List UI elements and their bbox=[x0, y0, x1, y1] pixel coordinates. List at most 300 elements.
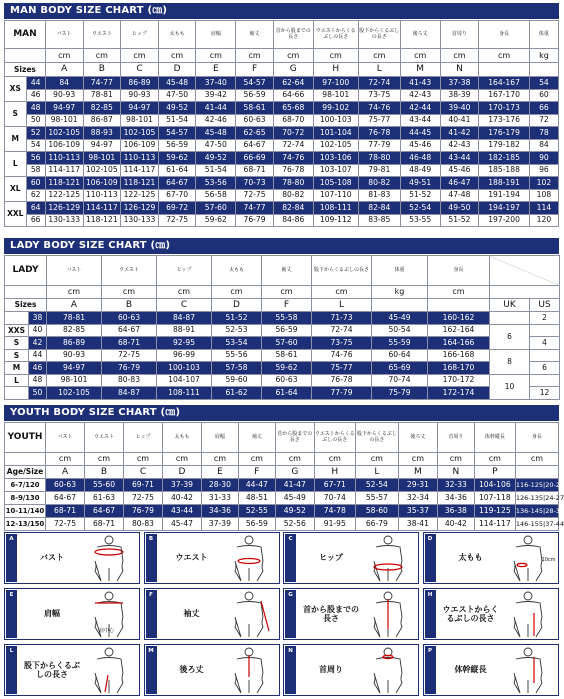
value-cell: 51-52 bbox=[400, 189, 440, 202]
table-row bbox=[5, 164, 559, 177]
table-row bbox=[5, 423, 559, 453]
value-cell: 118-121 bbox=[121, 177, 159, 190]
letter-cell: H bbox=[313, 63, 358, 77]
table-row bbox=[5, 505, 559, 518]
letter-cell: L bbox=[358, 63, 400, 77]
thigh-figure-icon bbox=[500, 535, 556, 581]
value-cell: 34-36 bbox=[201, 505, 238, 518]
value-cell: 82-84 bbox=[358, 202, 400, 215]
value-cell: 94-97 bbox=[45, 102, 83, 115]
letter-cell: G bbox=[273, 63, 313, 77]
us-cell: 2 bbox=[530, 312, 560, 325]
value-cell: 74-76 bbox=[312, 349, 372, 362]
value-cell: 96 bbox=[529, 164, 558, 177]
value-cell: 74-76 bbox=[358, 102, 400, 115]
value-cell: 41-47 bbox=[275, 479, 314, 492]
value-cell: 179-182 bbox=[479, 139, 530, 152]
uk-header: UK bbox=[490, 299, 530, 312]
guide-tag: H bbox=[425, 590, 436, 638]
value-cell: 41-44 bbox=[196, 102, 236, 115]
letter-cell: L bbox=[312, 299, 372, 312]
eu-size: 60 bbox=[26, 177, 45, 190]
value-cell: 73-75 bbox=[358, 89, 400, 102]
size-label: XXL bbox=[5, 202, 27, 227]
value-cell: 86-87 bbox=[83, 114, 121, 127]
value-cell: 60-64 bbox=[372, 349, 428, 362]
unit-cell: cm bbox=[262, 286, 312, 299]
value-cell: 98-101 bbox=[83, 152, 121, 165]
guide-label: 首から股までの長さ bbox=[303, 604, 359, 623]
value-cell: 65-68 bbox=[273, 102, 313, 115]
value-cell: 61-64 bbox=[262, 387, 312, 400]
guide-label: 肩幅 bbox=[44, 609, 60, 619]
size-label: 6-7/120 bbox=[5, 479, 46, 492]
value-cell: 66-69 bbox=[236, 152, 274, 165]
value-cell: 78-80 bbox=[358, 152, 400, 165]
unit-cell: cm bbox=[85, 453, 124, 466]
value-cell: 53-54 bbox=[212, 337, 262, 350]
value-cell: 60-63 bbox=[46, 479, 85, 492]
value-cell: 56-59 bbox=[262, 324, 312, 337]
youth-header: 後ろ丈 bbox=[398, 423, 437, 453]
value-cell: 42-43 bbox=[400, 89, 440, 102]
value-cell: 80-82 bbox=[358, 177, 400, 190]
value-cell: 79-81 bbox=[358, 164, 400, 177]
guide-panel bbox=[283, 644, 419, 696]
value-cell: 114-117 bbox=[83, 202, 121, 215]
unit-cell: cm bbox=[162, 453, 201, 466]
value-cell: 72-75 bbox=[158, 214, 196, 227]
value-cell: 72-74 bbox=[312, 324, 372, 337]
letter-cell: F bbox=[238, 466, 275, 479]
value-cell: 72-75 bbox=[236, 189, 274, 202]
value-cell: 40-42 bbox=[437, 518, 474, 531]
value-cell: 118-121 bbox=[45, 177, 83, 190]
bust-figure-icon bbox=[81, 535, 137, 581]
value-cell: 116-125|20-23 bbox=[515, 479, 558, 492]
youth-header: 首周り bbox=[437, 423, 474, 453]
letter-cell: F bbox=[262, 299, 312, 312]
letter-cell: M bbox=[400, 63, 440, 77]
eu-size: 50 bbox=[26, 114, 45, 127]
unit-cell: cm bbox=[273, 49, 313, 63]
size-label: S bbox=[5, 102, 27, 127]
value-cell: 126-129 bbox=[121, 202, 159, 215]
value-cell: 162-164 bbox=[428, 324, 490, 337]
value-cell: 164-166 bbox=[428, 337, 490, 350]
value-cell: 45-49 bbox=[275, 492, 314, 505]
table-row bbox=[5, 152, 559, 165]
value-cell: 58-60 bbox=[355, 505, 398, 518]
value-cell: 59-62 bbox=[196, 214, 236, 227]
value-cell: 107-110 bbox=[313, 189, 358, 202]
value-cell: 122-125 bbox=[121, 189, 159, 202]
lady-header: バスト bbox=[47, 256, 102, 286]
size-label: 12-13/150 bbox=[5, 518, 46, 531]
unit-cell: cm bbox=[515, 453, 558, 466]
eu-size: 40 bbox=[29, 324, 47, 337]
letter-cell: M bbox=[398, 466, 437, 479]
size-label: L bbox=[5, 374, 29, 387]
value-cell: 66 bbox=[529, 102, 558, 115]
value-cell: 51-54 bbox=[196, 164, 236, 177]
man-header: 首周り bbox=[440, 21, 479, 49]
value-cell: 191-194 bbox=[479, 189, 530, 202]
size-label: L bbox=[5, 152, 27, 177]
table-row bbox=[5, 362, 560, 375]
lady-header: 股下からくるぶしの長さ bbox=[312, 256, 372, 286]
value-cell: 57-60 bbox=[196, 202, 236, 215]
value-cell: 78-80 bbox=[273, 177, 313, 190]
value-cell: 102-105 bbox=[121, 127, 159, 140]
value-cell: 68-71 bbox=[236, 164, 274, 177]
letter-cell: P bbox=[474, 466, 515, 479]
value-cell: 29-31 bbox=[398, 479, 437, 492]
value-cell: 68-71 bbox=[46, 505, 85, 518]
youth-header: ヒップ bbox=[124, 423, 163, 453]
value-cell: 37-39 bbox=[201, 518, 238, 531]
value-cell: 102-105 bbox=[313, 139, 358, 152]
value-cell: 68-70 bbox=[273, 114, 313, 127]
guide-panel bbox=[4, 644, 140, 696]
value-cell: 47-50 bbox=[158, 89, 196, 102]
youth-header: 身長 bbox=[515, 423, 558, 453]
uk-cell: 12 bbox=[530, 387, 560, 400]
value-cell: 45-48 bbox=[158, 77, 196, 90]
letter-cell: C bbox=[157, 299, 212, 312]
waist-figure-icon bbox=[221, 535, 277, 581]
value-cell: 100-103 bbox=[157, 362, 212, 375]
unit-cell: cm bbox=[314, 453, 355, 466]
value-cell: 41-43 bbox=[400, 77, 440, 90]
value-cell: 51-52 bbox=[212, 312, 262, 325]
value-cell: 36-38 bbox=[437, 505, 474, 518]
value-cell: 74-76 bbox=[273, 152, 313, 165]
youth-header: 肩幅 bbox=[201, 423, 238, 453]
unit-cell: cm bbox=[428, 286, 490, 299]
youth-table bbox=[4, 422, 564, 531]
value-cell: 114-117 bbox=[45, 164, 83, 177]
value-cell: 99-102 bbox=[313, 102, 358, 115]
youth-header: 首から股までの長さ bbox=[275, 423, 314, 453]
value-cell: 60 bbox=[529, 89, 558, 102]
value-cell: 34-36 bbox=[437, 492, 474, 505]
man-header: 肩幅 bbox=[196, 21, 236, 49]
youth-header: 体幹縦長 bbox=[474, 423, 515, 453]
guide-tag: E bbox=[6, 590, 17, 638]
value-cell: 52-53 bbox=[212, 324, 262, 337]
value-cell: 69-72 bbox=[158, 202, 196, 215]
us-cell: 4 bbox=[530, 337, 560, 350]
sleeve-figure-icon bbox=[221, 591, 277, 637]
letter-cell: D bbox=[162, 466, 201, 479]
value-cell: 64-67 bbox=[46, 492, 85, 505]
value-cell: 78-81 bbox=[83, 89, 121, 102]
lady-table bbox=[4, 255, 560, 400]
value-cell: 48-49 bbox=[400, 164, 440, 177]
eu-size: 48 bbox=[26, 102, 45, 115]
value-cell: 57-58 bbox=[212, 362, 262, 375]
value-cell: 90-93 bbox=[47, 349, 102, 362]
value-cell: 74-77 bbox=[83, 77, 121, 90]
value-cell: 64-67 bbox=[85, 505, 124, 518]
value-cell: 170-173 bbox=[479, 102, 530, 115]
value-cell: 28-30 bbox=[201, 479, 238, 492]
man-header: バスト bbox=[45, 21, 83, 49]
guide-panel bbox=[283, 532, 419, 584]
letter-cell bbox=[515, 466, 558, 479]
table-row bbox=[5, 63, 559, 77]
value-cell: 64-67 bbox=[102, 324, 157, 337]
value-cell: 52-54 bbox=[355, 479, 398, 492]
value-cell: 136-145|28-30 bbox=[515, 505, 558, 518]
value-cell: 70-74 bbox=[372, 374, 428, 387]
table-row bbox=[5, 127, 559, 140]
value-cell: 94-97 bbox=[83, 139, 121, 152]
guide-tag: P bbox=[425, 646, 436, 694]
guide-label: 袖丈 bbox=[183, 609, 200, 619]
letter-cell: L bbox=[355, 466, 398, 479]
value-cell: 60-63 bbox=[262, 374, 312, 387]
letter-cell: B bbox=[102, 299, 157, 312]
value-cell: 83-85 bbox=[358, 214, 400, 227]
value-cell: 146-155|37-44 bbox=[515, 518, 558, 531]
guide-label: 後ろ丈 bbox=[179, 665, 204, 675]
value-cell: 102 bbox=[529, 177, 558, 190]
uk-cell: 10 bbox=[490, 374, 530, 399]
value-cell: 39-40 bbox=[440, 102, 479, 115]
letter-cell: G bbox=[275, 466, 314, 479]
table-row bbox=[5, 177, 559, 190]
letter-cell: H bbox=[314, 466, 355, 479]
value-cell: 62-65 bbox=[236, 127, 274, 140]
value-cell: 44-45 bbox=[400, 127, 440, 140]
value-cell: 49-52 bbox=[275, 505, 314, 518]
value-cell: 197-200 bbox=[479, 214, 530, 227]
table-row bbox=[5, 49, 559, 63]
guide-tag: A bbox=[6, 534, 17, 582]
value-cell: 57-60 bbox=[262, 337, 312, 350]
guide-label: ウエスト bbox=[175, 553, 208, 563]
value-cell: 108 bbox=[529, 189, 558, 202]
value-cell: 56-59 bbox=[238, 518, 275, 531]
letter-cell bbox=[479, 63, 530, 77]
value-cell: 40-41 bbox=[440, 114, 479, 127]
table-row bbox=[5, 492, 559, 505]
man-header: 体重 bbox=[529, 21, 558, 49]
value-cell: 67-71 bbox=[314, 479, 355, 492]
value-cell: 49-52 bbox=[196, 152, 236, 165]
size-label: 10-11/140 bbox=[5, 505, 46, 518]
eu-size: 38 bbox=[29, 312, 47, 325]
value-cell: 73-75 bbox=[312, 337, 372, 350]
value-cell: 46-47 bbox=[440, 177, 479, 190]
size-label bbox=[5, 387, 29, 400]
eu-size: 44 bbox=[29, 349, 47, 362]
eu-size: 44 bbox=[26, 77, 45, 90]
value-cell: 45-49 bbox=[372, 312, 428, 325]
value-cell: 32-34 bbox=[398, 492, 437, 505]
youth-header: ウエスト bbox=[85, 423, 124, 453]
table-row bbox=[5, 324, 560, 337]
value-cell: 104-107 bbox=[157, 374, 212, 387]
value-cell: 55-60 bbox=[85, 479, 124, 492]
value-cell: 72-74 bbox=[273, 139, 313, 152]
letter-cell: A bbox=[45, 63, 83, 77]
eu-size: 46 bbox=[26, 89, 45, 102]
value-cell: 58-61 bbox=[236, 102, 274, 115]
value-cell: 119-125 bbox=[474, 505, 515, 518]
value-cell: 94-97 bbox=[47, 362, 102, 375]
letter-cell: B bbox=[85, 466, 124, 479]
value-cell: 122-125 bbox=[45, 189, 83, 202]
man-label: MAN bbox=[5, 21, 46, 49]
value-cell: 31-33 bbox=[201, 492, 238, 505]
value-cell: 52-56 bbox=[275, 518, 314, 531]
shoulder-figure-icon bbox=[81, 591, 137, 637]
back-length-figure-icon bbox=[221, 647, 277, 693]
size-label: 8-9/130 bbox=[5, 492, 46, 505]
unit-cell: cm bbox=[124, 453, 163, 466]
value-cell: 42-44 bbox=[400, 102, 440, 115]
blank-cell bbox=[490, 256, 560, 286]
value-cell: 38-39 bbox=[440, 89, 479, 102]
lady-header: ウエスト bbox=[102, 256, 157, 286]
value-cell: 103-107 bbox=[313, 164, 358, 177]
value-cell: 60-63 bbox=[236, 114, 274, 127]
man-table bbox=[4, 20, 559, 227]
uk-cell: 8 bbox=[490, 349, 530, 374]
guide-label: 股下からくるぶしの長さ bbox=[24, 660, 80, 679]
size-label: XL bbox=[5, 177, 27, 202]
eu-size: 50 bbox=[29, 387, 47, 400]
value-cell: 80-82 bbox=[273, 189, 313, 202]
value-cell: 55-56 bbox=[212, 349, 262, 362]
table-row bbox=[5, 387, 560, 400]
value-cell: 94-97 bbox=[121, 102, 159, 115]
value-cell: 64-66 bbox=[273, 89, 313, 102]
value-cell: 102-105 bbox=[45, 127, 83, 140]
table-row bbox=[5, 114, 559, 127]
value-cell: 61-63 bbox=[85, 492, 124, 505]
eu-size: 58 bbox=[26, 164, 45, 177]
guide-tag: M bbox=[146, 646, 157, 694]
value-cell: 41-42 bbox=[440, 127, 479, 140]
value-cell: 98-101 bbox=[313, 89, 358, 102]
unit-cell: cm bbox=[157, 286, 212, 299]
unit-cell: cm bbox=[440, 49, 479, 63]
size-label: S bbox=[5, 349, 29, 362]
value-cell: 72-74 bbox=[358, 77, 400, 90]
sizes-label: Sizes bbox=[5, 299, 47, 312]
value-cell: 38-41 bbox=[398, 518, 437, 531]
table-row bbox=[5, 214, 559, 227]
value-cell: 50-54 bbox=[372, 324, 428, 337]
guide-panel bbox=[144, 532, 280, 584]
letter-cell: F bbox=[236, 63, 274, 77]
value-cell: 97-100 bbox=[313, 77, 358, 90]
value-cell: 84-87 bbox=[157, 312, 212, 325]
value-cell: 110-113 bbox=[83, 189, 121, 202]
unit-cell: cm bbox=[312, 286, 372, 299]
guide-panel bbox=[423, 644, 559, 696]
eu-size: 62 bbox=[26, 189, 45, 202]
torso-figure-icon bbox=[500, 647, 556, 693]
neck-figure-icon bbox=[360, 647, 416, 693]
letter-cell: B bbox=[83, 63, 121, 77]
value-cell: 46-48 bbox=[400, 152, 440, 165]
value-cell: 160-162 bbox=[428, 312, 490, 325]
value-cell: 166-168 bbox=[428, 349, 490, 362]
table-row bbox=[5, 21, 559, 49]
unit-cell: cm bbox=[313, 49, 358, 63]
blank-cell bbox=[5, 286, 47, 299]
uk-cell: 6 bbox=[490, 324, 530, 349]
youth-header: 股下からくるぶしの長さ bbox=[355, 423, 398, 453]
eu-size: 64 bbox=[26, 202, 45, 215]
table-row bbox=[5, 312, 560, 325]
value-cell: 182-185 bbox=[479, 152, 530, 165]
letter-cell: A bbox=[47, 299, 102, 312]
value-cell: 109-112 bbox=[313, 214, 358, 227]
letter-cell: E bbox=[196, 63, 236, 77]
guide-tag: G bbox=[285, 590, 296, 638]
lady-header: 身長 bbox=[428, 256, 490, 286]
unit-cell: cm bbox=[196, 49, 236, 63]
letter-cell: N bbox=[437, 466, 474, 479]
value-cell: 82-84 bbox=[273, 202, 313, 215]
value-cell: 114 bbox=[529, 202, 558, 215]
table-row bbox=[5, 349, 560, 362]
value-cell: 120 bbox=[529, 214, 558, 227]
unit-cell: cm bbox=[158, 49, 196, 63]
guide-label: バスト bbox=[40, 553, 64, 563]
value-cell: 101-104 bbox=[313, 127, 358, 140]
youth-header: 太もも bbox=[162, 423, 201, 453]
lady-header: 袖丈 bbox=[262, 256, 312, 286]
value-cell: 70-72 bbox=[273, 127, 313, 140]
letter-cell: E bbox=[201, 466, 238, 479]
unit-cell: cm bbox=[398, 453, 437, 466]
measurement-guide bbox=[4, 532, 559, 696]
value-cell: 64-67 bbox=[158, 177, 196, 190]
value-cell: 194-197 bbox=[479, 202, 530, 215]
value-cell: 59-62 bbox=[262, 362, 312, 375]
unit-cell: cm bbox=[355, 453, 398, 466]
value-cell: 76-78 bbox=[312, 374, 372, 387]
table-row bbox=[5, 256, 560, 286]
value-cell: 61-64 bbox=[158, 164, 196, 177]
size-label: XXS bbox=[5, 324, 29, 337]
value-cell: 76-78 bbox=[358, 127, 400, 140]
unit-cell: cm bbox=[201, 453, 238, 466]
guide-label: 体幹縦長 bbox=[454, 665, 487, 675]
sizes-label: Age/Size bbox=[5, 466, 46, 479]
guide-tag: D bbox=[425, 534, 436, 582]
size-label: S bbox=[5, 337, 29, 350]
letter-cell: C bbox=[121, 63, 159, 77]
value-cell: 42-43 bbox=[440, 139, 479, 152]
value-cell: 173-176 bbox=[479, 114, 530, 127]
value-cell: 82-85 bbox=[83, 102, 121, 115]
value-cell: 72 bbox=[529, 114, 558, 127]
youth-label: YOUTH bbox=[5, 423, 46, 453]
unit-cell: cm bbox=[83, 49, 121, 63]
table-row bbox=[5, 374, 560, 387]
value-cell: 49-50 bbox=[440, 202, 479, 215]
shoulder-note: 肩中心 bbox=[99, 628, 115, 634]
value-cell: 72-75 bbox=[102, 349, 157, 362]
